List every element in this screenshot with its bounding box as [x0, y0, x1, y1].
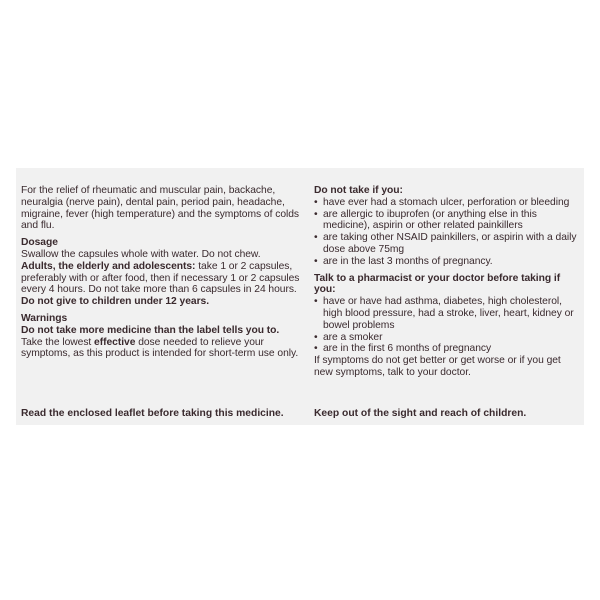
dosage-adults-label: Adults, the elderly and adolescents:: [21, 260, 196, 272]
children-notice: Keep out of the sight and reach of children.: [314, 408, 527, 419]
warnings-text-post: dose needed to relieve your symptoms, as this product is intended for short-term use only.: [21, 336, 299, 360]
label-panel: [16, 168, 584, 425]
leaflet-notice: Read the enclosed leaflet before taking this medicine.: [21, 408, 284, 419]
warnings-text: [21, 337, 308, 361]
dosage-adults-text: take 1 or 2 capsules, preferably with or after food, then if necessary 1 or 2 capsules every 4 hours. Do not take more than 6 capsules in 24 hours.: [21, 260, 300, 296]
list-item: • have or have had asthma, diabetes, high cholesterol, high blood pressure, had a stroke, liver, heart, kidney or bowel problems: [314, 296, 582, 331]
dosage-adults: [21, 261, 308, 296]
list-item: • are a smoker: [314, 332, 582, 344]
do-not-take-heading: Do not take if you:: [314, 185, 403, 196]
dosage-children-warning: Do not give to children under 12 years.: [21, 296, 210, 308]
dosage-heading: Dosage: [21, 237, 58, 249]
warnings-text-pre: Take the lowest: [21, 336, 95, 348]
list-item: • are in the first 6 months of pregnancy: [314, 343, 582, 355]
dosage-instruction: Swallow the capsules whole with water. Do not chew.: [21, 248, 261, 260]
list-item: • have ever had a stomach ulcer, perforation or bleeding: [314, 197, 582, 209]
list-item: • are allergic to ibuprofen (or anything else in this medicine), aspirin or other related painkillers: [314, 209, 582, 233]
left-column: [21, 185, 308, 360]
list-item: • are in the last 3 months of pregnancy.: [314, 256, 582, 268]
talk-to-pharmacist-list: [314, 296, 582, 355]
talk-to-pharmacist-heading: Talk to a pharmacist or your doctor before taking if you:: [314, 272, 561, 296]
warnings-heading: Warnings: [21, 312, 68, 324]
symptoms-note: If symptoms do not get better or get worse or if you get new symptoms, talk to your doctor.: [314, 355, 561, 378]
right-column: [314, 185, 582, 379]
list-item: • are taking other NSAID painkillers, or aspirin with a daily dose above 75mg: [314, 232, 582, 256]
warnings-label-notice: Do not take more medicine than the label tells you to.: [21, 324, 280, 336]
do-not-take-list: [314, 197, 582, 268]
warnings-effective: effective: [94, 336, 136, 348]
indications-text: For the relief of rheumatic and muscular pain, backache, neuralgia (nerve pain), dental pain, period pain, headache, migraine, fever (high temperature) and the symptoms of colds and flu.: [21, 185, 300, 232]
